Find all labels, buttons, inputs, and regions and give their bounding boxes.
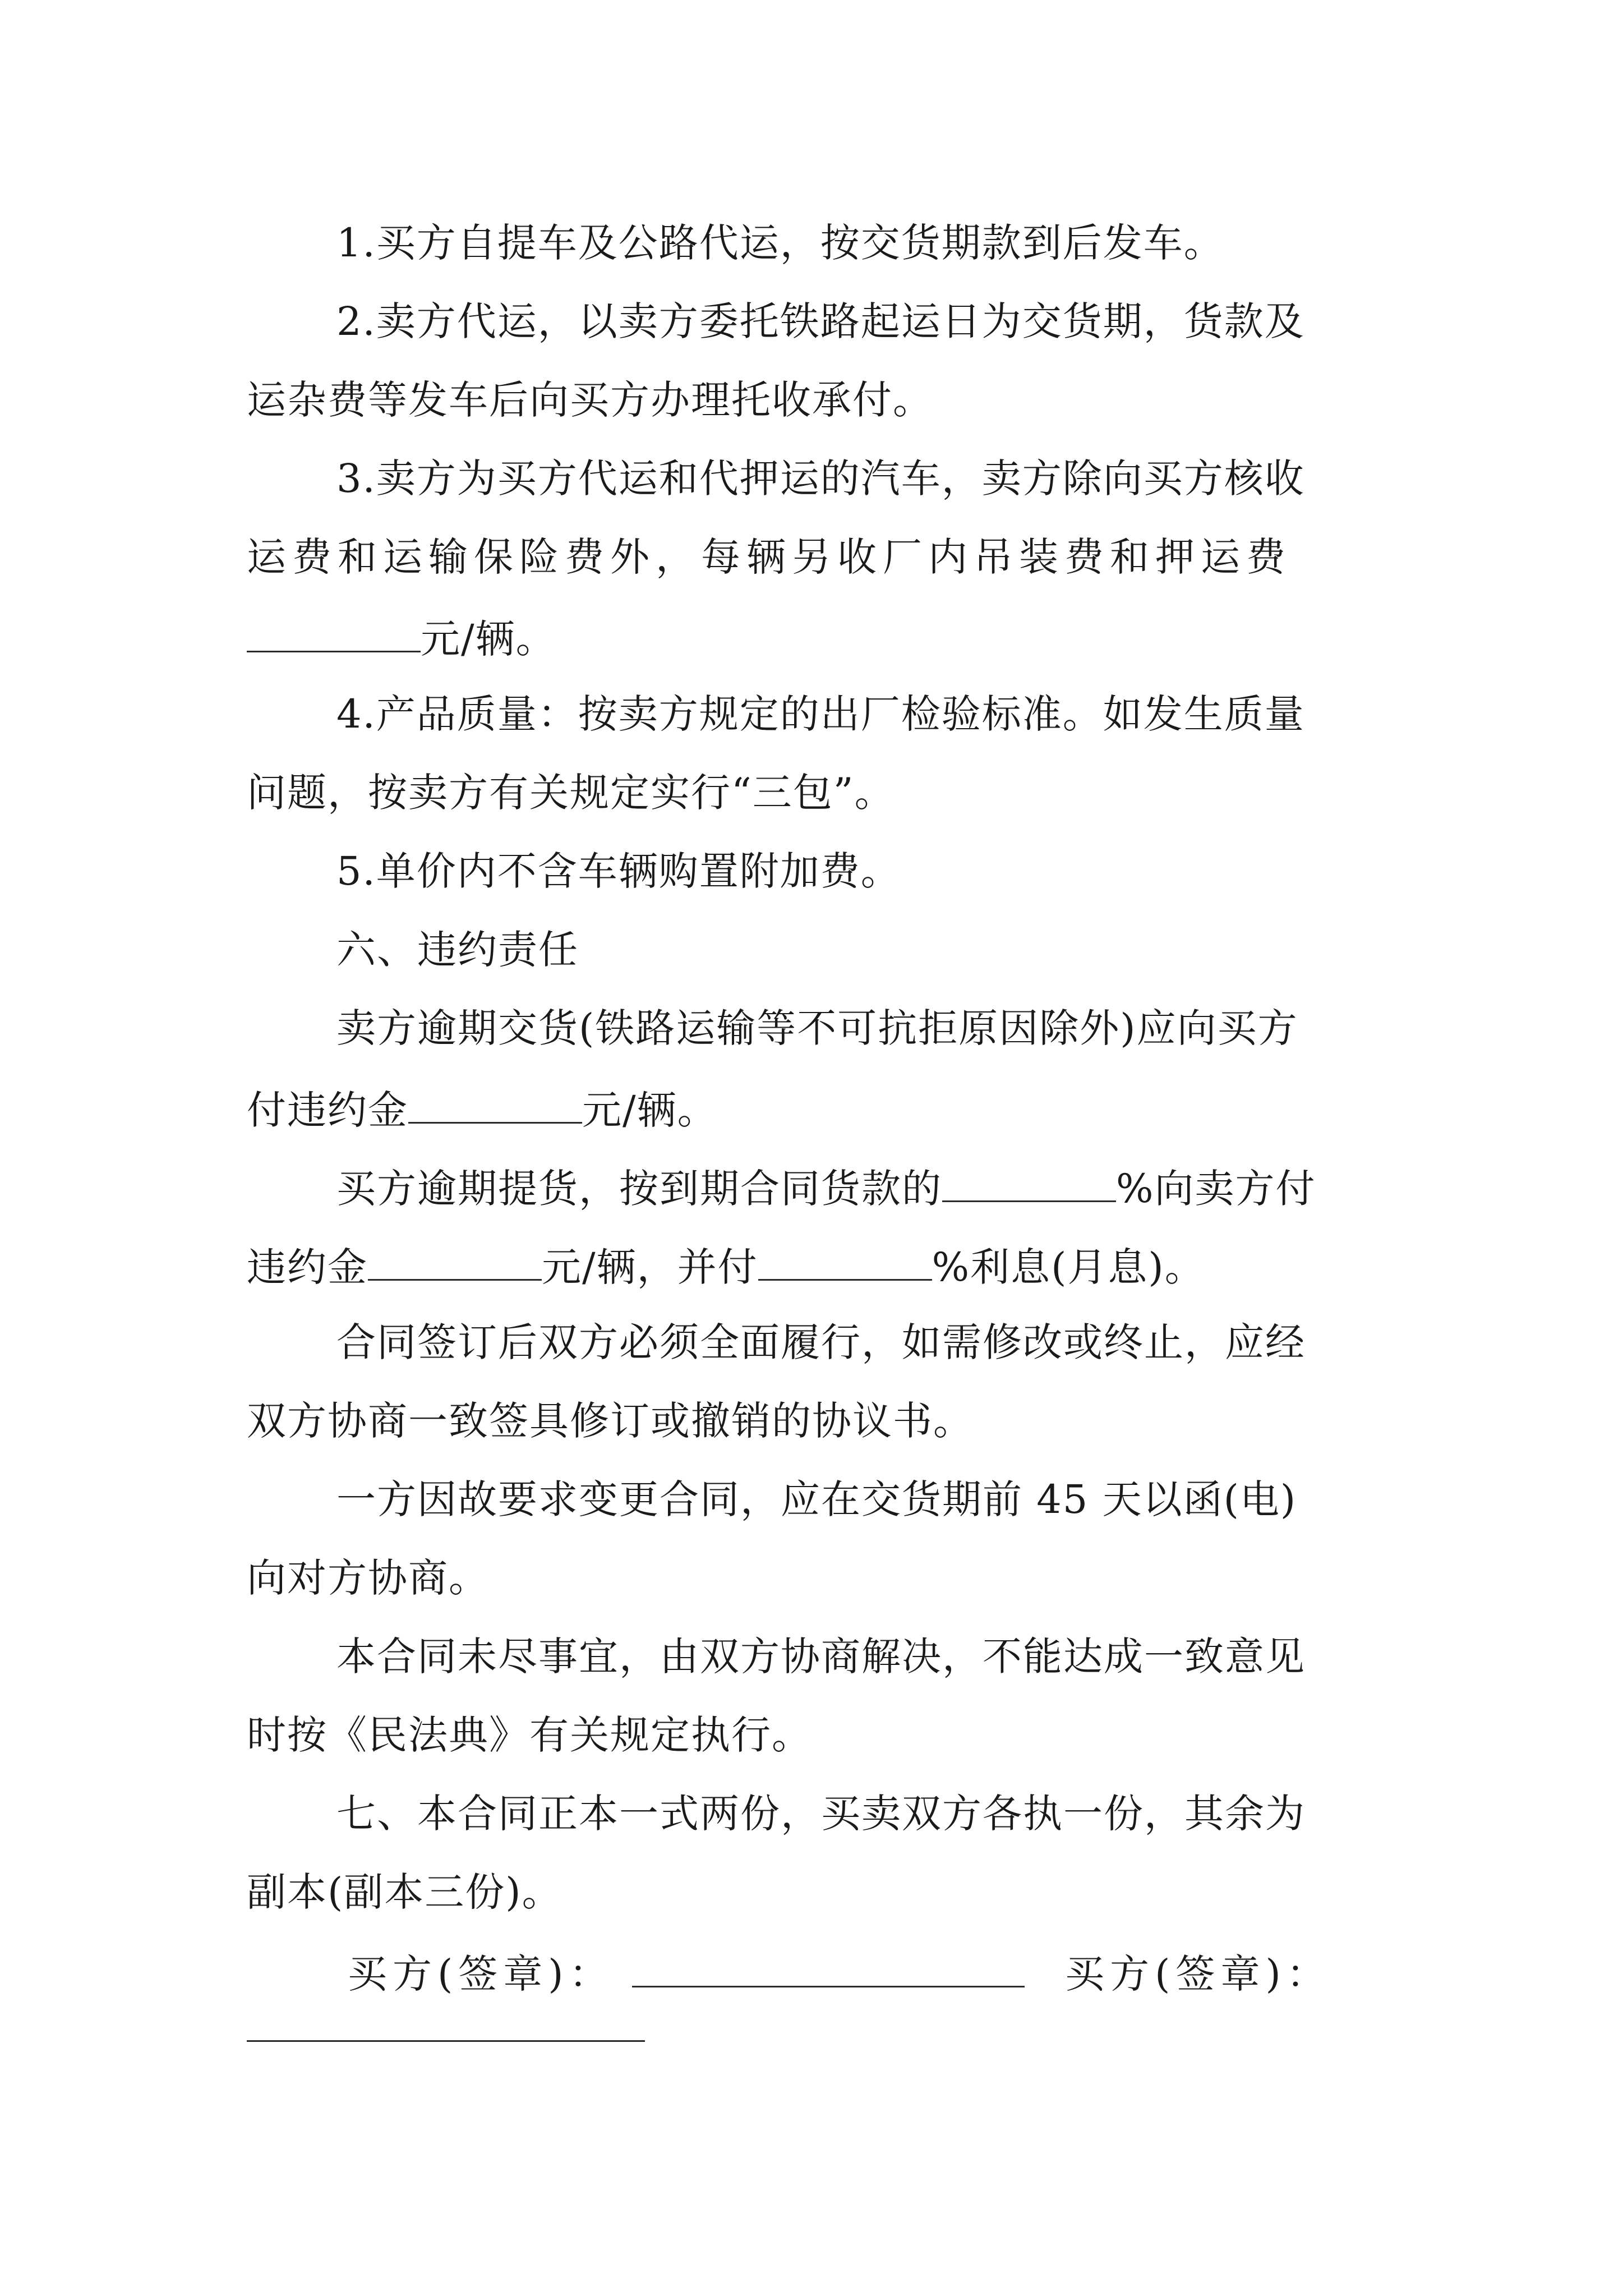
penalty-blank-2[interactable] <box>368 1244 542 1281</box>
unit-text: 元/辆。 <box>421 616 556 662</box>
clause-2-line-2: 运杂费等发车后向买方办理托收承付。 <box>247 377 933 423</box>
penalty-blank[interactable] <box>408 1087 582 1124</box>
unit-text: 元/辆，并付 <box>542 1244 758 1290</box>
clause-3-line-1: 3.卖方为买方代运和代押运的汽车，卖方除向买方核收 <box>336 455 1305 501</box>
unit-text: 元/辆。 <box>582 1087 718 1133</box>
clause-4-line-1: 4.产品质量：按卖方规定的出厂检验标准。如发生质量 <box>336 691 1305 737</box>
misc-line-2: 时按《民法典》有关规定执行。 <box>247 1712 812 1758</box>
penalty-text: 付违约金 <box>247 1087 408 1133</box>
buyer-late-line-2 <box>247 1244 1205 1290</box>
amend-line-2: 双方协商一致签具修订或撤销的协议书。 <box>247 1398 974 1444</box>
amend-line-1: 合同签订后双方必须全面履行，如需修改或终止，应经 <box>336 1319 1306 1365</box>
change-line-2: 向对方协商。 <box>247 1555 489 1601</box>
clause-3-line-2: 运费和运输保险费外，每辆另收厂内吊装费和押运费 <box>247 534 1292 580</box>
right-signature-label: 买方(签章)： <box>1065 1951 1331 1997</box>
change-line-1: 一方因故要求变更合同，应在交货期前 45 天以函(电) <box>336 1476 1297 1522</box>
left-signature-blank[interactable] <box>632 1951 1025 1987</box>
signature-row <box>348 1951 1331 1997</box>
percent-text: %向卖方付 <box>1116 1166 1316 1212</box>
seller-late-line-2 <box>247 1087 718 1133</box>
section-7-line-2: 副本(副本三份)。 <box>247 1869 562 1915</box>
section-6-heading: 六、违约责任 <box>336 927 579 973</box>
penalty-text: 违约金 <box>247 1244 368 1290</box>
clause-2-line-1: 2.卖方代运，以卖方委托铁路起运日为交货期，货款及 <box>336 298 1305 344</box>
buyer-late-text: 买方逾期提货，按到期合同货款的 <box>336 1166 942 1212</box>
interest-text: %利息(月息)。 <box>932 1244 1205 1290</box>
clause-1: 1.买方自提车及公路代运，按交货期款到后发车。 <box>336 220 1224 266</box>
misc-line-1: 本合同未尽事宜，由双方协商解决，不能达成一致意见 <box>336 1634 1306 1680</box>
left-signature-label: 买方(签章)： <box>348 1951 614 1997</box>
interest-blank[interactable] <box>758 1244 932 1281</box>
section-7-line-1: 七、本合同正本一式两份，买卖双方各执一份，其余为 <box>336 1791 1306 1837</box>
percent-blank[interactable] <box>942 1166 1116 1202</box>
right-signature-blank[interactable] <box>247 2040 645 2042</box>
clause-5: 5.单价内不含车辆购置附加费。 <box>336 848 901 894</box>
clause-4-line-2: 问题，按卖方有关规定实行“三包”。 <box>247 770 895 816</box>
clause-3-line-3 <box>247 616 556 662</box>
fee-blank[interactable] <box>247 616 421 652</box>
buyer-late-line-1 <box>336 1166 1316 1212</box>
seller-late-line-1: 卖方逾期交货(铁路运输等不可抗拒原因除外)应向买方 <box>336 1005 1298 1051</box>
